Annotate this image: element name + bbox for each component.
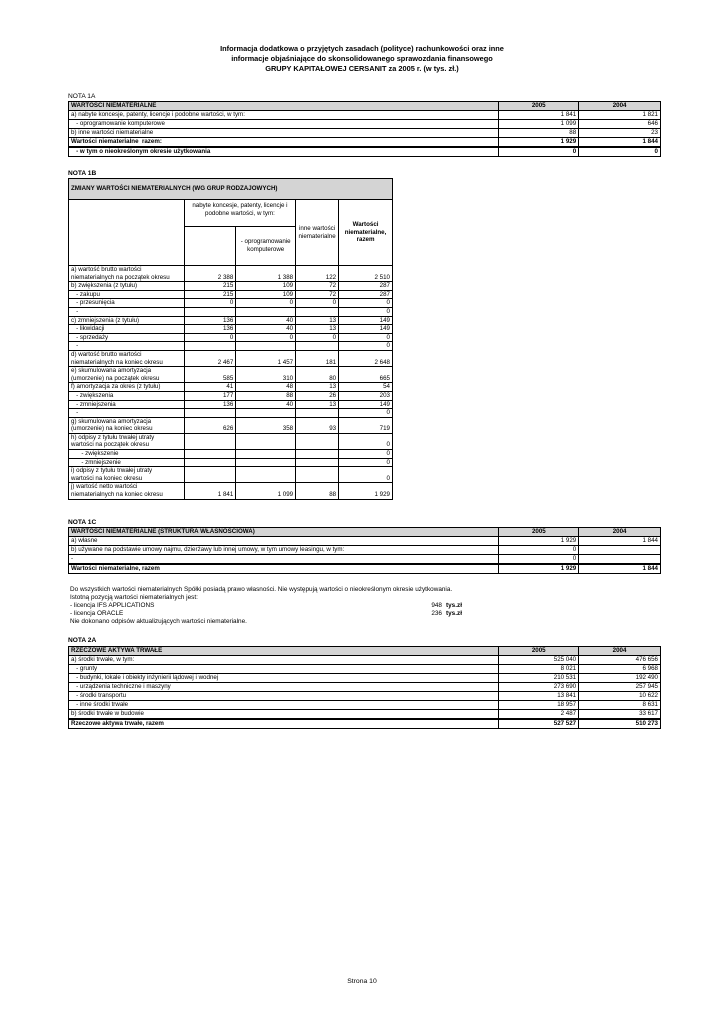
value-cell [236,409,296,418]
licence-oracle-unit: tys.zł [446,610,462,617]
value-cell: 527 527 [499,719,579,729]
notes-block [70,586,660,626]
value-cell [579,555,661,565]
value-cell: 88 [236,391,296,400]
title-line-3: GRUPY KAPITAŁOWEJ CERSANIT za 2005 r. (w tys. zł.) [265,64,459,73]
table-row [69,400,393,409]
value-cell: 1 844 [579,564,661,574]
value-cell: 719 [339,417,393,433]
title-line-2: informacje objaśniające do skonsolidowanego sprawozdania finansowego [231,54,493,63]
document-title [0,44,724,74]
row-label: Rzeczowe aktywa trwałe, razem [69,719,499,729]
value-cell: 181 [296,350,339,366]
row-label: - zwiększenia [69,391,185,400]
value-cell: 41 [184,383,235,392]
value-cell [184,409,235,418]
row-label: - zakupu [69,290,185,299]
value-cell [236,450,296,459]
table-row [69,333,393,342]
table-row [69,342,393,351]
value-cell: 0 [339,409,393,418]
value-cell: 287 [339,282,393,291]
row-label: - zmniejszenia [69,400,185,409]
value-cell: 93 [296,417,339,433]
nota-1b-title: ZMIANY WARTOŚCI NIEMATERIALNYCH (WG GRUP RODZAJOWYCH) [69,179,393,200]
table-row [69,701,661,710]
value-cell: 8 021 [499,665,579,674]
header-cell-year: 2005 [499,528,579,537]
table-row [69,350,393,366]
value-cell: 54 [339,383,393,392]
value-cell: 215 [184,282,235,291]
value-cell: 149 [339,325,393,334]
row-label: - [69,409,185,418]
row-label: - likwidacji [69,325,185,334]
row-label: Wartości niematerialne, razem [69,564,499,574]
value-cell: 0 [339,433,393,449]
table-row [69,665,661,674]
value-cell: 646 [579,120,661,129]
value-cell: 0 [184,333,235,342]
value-cell: 109 [236,290,296,299]
row-label: - zwiększenie [69,450,185,459]
value-cell: 0 [296,333,339,342]
value-cell: 72 [296,282,339,291]
table-row [69,316,393,325]
table-row [69,266,393,282]
value-cell [184,458,235,467]
value-cell: 1 099 [236,483,296,499]
nota-1b-col-software: - oprogramowanie komputerowe [236,227,296,266]
value-cell: 0 [236,299,296,308]
value-cell: 26 [296,391,339,400]
table-row [69,719,661,729]
table-row [69,299,393,308]
notes-line-2: Istotną pozycją wartości niematerialnych jest: [70,594,198,601]
table-row [69,147,661,157]
header-cell-label: WARTOŚCI NIEMATERIALNE (STRUKTURA WŁASNOŚCIOWA) [69,528,499,537]
table-row [69,129,661,138]
row-label: - [69,555,499,565]
table-row [69,367,393,383]
row-label: b) środki trwałe w budowie [69,710,499,720]
value-cell: 33 617 [579,710,661,720]
row-label: a) środki trwałe, w tym: [69,656,499,665]
value-cell: 48 [236,383,296,392]
value-cell: 257 945 [579,683,661,692]
value-cell: 2 510 [339,266,393,282]
value-cell: 358 [236,417,296,433]
row-label: - przesunięcia [69,299,185,308]
table-row [69,409,393,418]
notes-line-3: Nie dokonano odpisów aktualizujących wartości niematerialne. [70,618,247,625]
value-cell [184,433,235,449]
value-cell: 1 844 [579,537,661,546]
row-label: - [69,307,185,316]
value-cell: 2 648 [339,350,393,366]
table-row [69,325,393,334]
value-cell: 109 [236,282,296,291]
value-cell: 149 [339,400,393,409]
value-cell: 1 388 [236,266,296,282]
header-cell-label: RZECZOWE AKTYWA TRWAŁE [69,647,499,656]
row-label: c) zmniejszenia (z tytułu) [69,316,185,325]
table-row [69,307,393,316]
value-cell: 0 [499,546,579,555]
value-cell: 1 099 [499,120,579,129]
value-cell: 525 040 [499,656,579,665]
row-label: b) inne wartości niematerialne [69,129,499,138]
licence-ifs-label: - licencja IFS APPLICATIONS [70,602,155,609]
row-label: d) wartość brutto wartości niematerialnych na koniec okresu [69,350,185,366]
row-label: - urządzenia techniczne i maszyny [69,683,499,692]
value-cell: 18 957 [499,701,579,710]
value-cell: 626 [184,417,235,433]
row-label: Wartości niematerialne razem: [69,138,499,148]
row-label: - sprzedaży [69,333,185,342]
value-cell: 13 [296,383,339,392]
row-label: a) własne [69,537,499,546]
row-label: a) nabyte koncesje, patenty, licencje i podobne wartości, w tym: [69,111,499,120]
nota-1b-col-other: inne wartości niematerialne [296,200,339,266]
table-row [69,450,393,459]
value-cell: 23 [579,129,661,138]
header-cell-label: WARTOŚCI NIEMATERIALNE [69,102,499,111]
value-cell: 0 [184,299,235,308]
value-cell: 0 [236,333,296,342]
value-cell: 203 [339,391,393,400]
nota-1c-label: NOTA 1C [68,519,97,526]
table-row [69,710,661,720]
value-cell: 0 [339,342,393,351]
header-cell-year: 2004 [579,647,661,656]
value-cell: 1 929 [499,564,579,574]
table-row [69,656,661,665]
value-cell [184,450,235,459]
value-cell [236,433,296,449]
nota-1b-col-licences-blank [184,227,235,266]
row-label: f) amortyzacja za okres (z tytułu) [69,383,185,392]
value-cell: 510 273 [579,719,661,729]
table-row [69,290,393,299]
nota-1b-corner [69,200,185,266]
row-label: e) skumulowana amortyzacja (umorzenie) na początek okresu [69,367,185,383]
table-row [69,483,393,499]
table-row [69,692,661,701]
value-cell: 88 [296,483,339,499]
row-label: j) wartość netto wartości niematerialnych na koniec okresu [69,483,185,499]
row-label: - w tym o nieokreślonym okresie użytkowania [69,147,499,157]
value-cell: 80 [296,367,339,383]
value-cell: 13 [296,316,339,325]
table-row [69,458,393,467]
table-row [69,467,393,483]
table-row [69,111,661,120]
nota-1b-label: NOTA 1B [68,170,97,177]
value-cell: 2 487 [499,710,579,720]
value-cell [296,409,339,418]
nota-1a-table [68,101,661,157]
value-cell: 0 [339,458,393,467]
value-cell: 0 [339,450,393,459]
value-cell: 310 [236,367,296,383]
value-cell: 40 [236,316,296,325]
value-cell [236,342,296,351]
value-cell: 2 388 [184,266,235,282]
header-cell-year: 2004 [579,528,661,537]
table-header-row [69,102,661,111]
row-label: b) zwiększenia (z tytułu) [69,282,185,291]
row-label: - [69,342,185,351]
header-cell-year: 2005 [499,647,579,656]
licence-ifs-unit: tys.zł [446,602,462,609]
value-cell: 210 531 [499,674,579,683]
value-cell: 192 490 [579,674,661,683]
table-row [69,417,393,433]
value-cell [236,458,296,467]
value-cell: 0 [339,307,393,316]
value-cell: 1 821 [579,111,661,120]
value-cell [296,450,339,459]
row-label: g) skumulowana amortyzacja (umorzenie) na koniec okresu [69,417,185,433]
value-cell: 40 [236,400,296,409]
value-cell: 6 968 [579,665,661,674]
row-label: h) odpisy z tytułu trwałej utraty wartości na początek okresu [69,433,185,449]
row-label: - inne środki trwałe [69,701,499,710]
value-cell: 0 [339,299,393,308]
value-cell: 665 [339,367,393,383]
value-cell: 1 844 [579,138,661,148]
notes-line-1: Do wszystkich wartości niematerialnych Spółki posiadą prawo własności. Nie występują wartości o nieokreślonym okresie użytkowania. [70,586,453,593]
value-cell: 1 457 [236,350,296,366]
nota-1b-col-licences: nabyte koncesje, patenty, licencje i podobne wartości, w tym: [184,200,295,227]
value-cell: 1 841 [184,483,235,499]
row-label: - środki transportu [69,692,499,701]
value-cell: 0 [339,467,393,483]
value-cell [296,467,339,483]
value-cell: 88 [499,129,579,138]
row-label: - grunty [69,665,499,674]
table-row [69,674,661,683]
row-label: a) wartość brutto wartości niematerialnych na początek okresu [69,266,185,282]
nota-2a-label: NOTA 2A [68,637,97,644]
value-cell [296,458,339,467]
value-cell: 122 [296,266,339,282]
table-row [69,383,393,392]
licence-oracle-label: - licencja ORACLE [70,610,124,617]
table-header-row [69,528,661,537]
table-row [69,683,661,692]
value-cell: 8 631 [579,701,661,710]
value-cell: 0 [296,299,339,308]
row-label: i) odpisy z tytułu trwałej utraty wartości na koniec okresu [69,467,185,483]
licence-ifs-value: 948 [431,602,442,609]
value-cell: 0 [499,555,579,565]
value-cell [184,342,235,351]
page-footer: Strona 10 [347,978,377,985]
value-cell [296,433,339,449]
value-cell [296,307,339,316]
licence-row-ifs [70,602,660,610]
value-cell: 1 929 [499,537,579,546]
table-row [69,537,661,546]
value-cell: 136 [184,325,235,334]
value-cell: 13 841 [499,692,579,701]
value-cell: 1 929 [499,138,579,148]
value-cell [236,467,296,483]
value-cell: 215 [184,290,235,299]
table-row [69,282,393,291]
value-cell [184,307,235,316]
table-row [69,391,393,400]
value-cell: 72 [296,290,339,299]
row-label: - zmniejszenie [69,458,185,467]
licence-oracle-value: 236 [431,610,442,617]
header-cell-year: 2005 [499,102,579,111]
table-header-row [69,647,661,656]
table-row [69,564,661,574]
value-cell: 1 841 [499,111,579,120]
value-cell: 136 [184,316,235,325]
value-cell: 476 656 [579,656,661,665]
value-cell: 40 [236,325,296,334]
table-row [69,120,661,129]
nota-1a-label: NOTA 1A [68,93,96,100]
value-cell [184,467,235,483]
value-cell [236,307,296,316]
nota-1b-col-total: Wartości niematerialne, razem [339,200,393,266]
nota-1c-table [68,527,661,574]
nota-1b-table [68,178,393,500]
licence-row-oracle [70,610,660,618]
value-cell: 1 929 [339,483,393,499]
value-cell: 0 [579,147,661,157]
value-cell: 2 467 [184,350,235,366]
header-cell-year: 2004 [579,102,661,111]
value-cell: 0 [339,333,393,342]
value-cell: 287 [339,290,393,299]
row-label: - budynki, lokale i obiekty inżynierii lądowej i wodnej [69,674,499,683]
table-row [69,555,661,565]
value-cell: 13 [296,325,339,334]
value-cell: 13 [296,400,339,409]
table-row [69,138,661,148]
table-row [69,546,661,555]
value-cell [296,342,339,351]
value-cell: 0 [499,147,579,157]
row-label: - oprogramowanie komputerowe [69,120,499,129]
title-line-1: Informacja dodatkowa o przyjętych zasadach (polityce) rachunkowości oraz inne [220,44,504,53]
nota-2a-table [68,646,661,729]
row-label: b) używane na podstawie umowy najmu, dzierżawy lub innej umowy, w tym umowy leasingu, w tym: [69,546,499,555]
value-cell: 177 [184,391,235,400]
value-cell: 585 [184,367,235,383]
value-cell: 10 622 [579,692,661,701]
value-cell: 149 [339,316,393,325]
value-cell: 136 [184,400,235,409]
table-row [69,433,393,449]
value-cell: 273 690 [499,683,579,692]
value-cell [579,546,661,555]
